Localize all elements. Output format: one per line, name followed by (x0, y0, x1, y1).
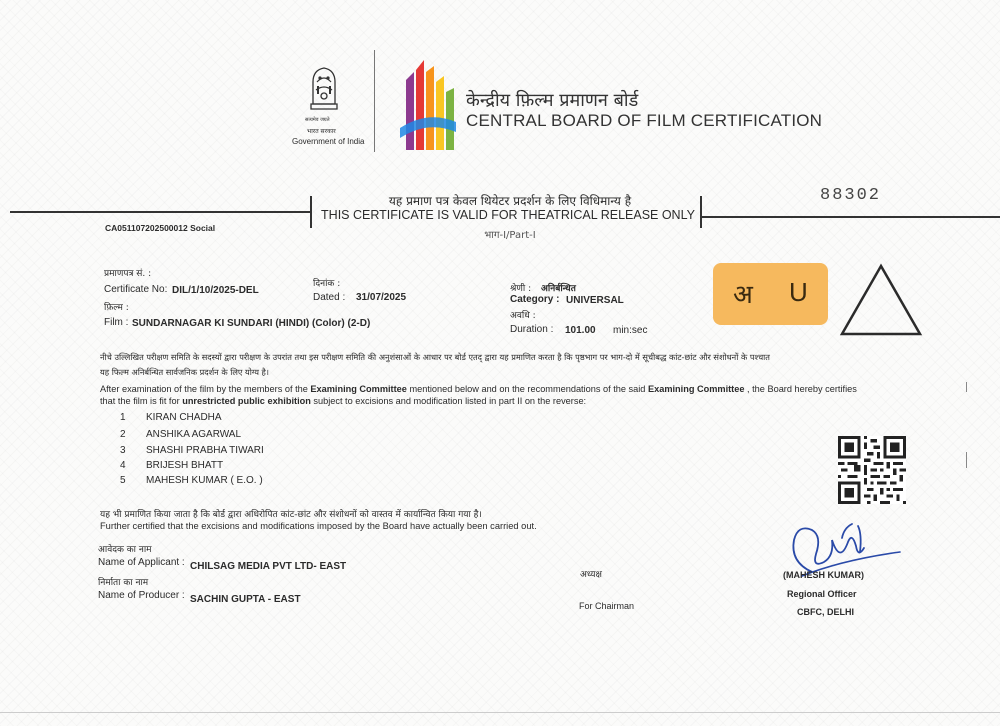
producer-hindi: निर्माता का नाम (98, 578, 149, 588)
cert-no-label: Certificate No: (104, 284, 168, 295)
gov-english: Government of India (292, 137, 365, 146)
cert-no-hindi: प्रमाणपत्र सं. : (104, 269, 152, 279)
bottom-edge (0, 712, 1000, 713)
committee-num-2: 2 (120, 429, 126, 440)
band-rule-left (10, 211, 310, 213)
body-english-line1: After examination of the film by the members of the Examining Committee mentioned below and on the recommendations of the said Examining Committee , the Board hereby certifies (100, 384, 857, 394)
signatory-name: (MAHESH KUMAR) (783, 570, 864, 580)
signatory-office: CBFC, DELHI (797, 607, 854, 617)
body-hindi-line2: यह फिल्म अनिर्बन्धित सार्वजनिक प्रदर्शन के लिए योग्य है। (100, 367, 269, 377)
gov-hindi: भारत सरकार (307, 128, 336, 135)
rating-english: U (789, 277, 808, 307)
committee-member-5: MAHESH KUMAR ( E.O. ) (146, 475, 263, 486)
duration-label: Duration : (510, 324, 554, 335)
board-name-english: CENTRAL BOARD OF FILM CERTIFICATION (466, 111, 823, 130)
board-name-hindi: केन्द्रीय फ़िल्म प्रमाणन बोर्ड (466, 90, 639, 111)
committee-member-2: ANSHIKA AGARWAL (146, 429, 242, 440)
validity-english: THIS CERTIFICATE IS VALID FOR THEATRICAL RELEASE ONLY (321, 208, 695, 222)
edge-mark (966, 382, 967, 392)
reference-number: CA051107202500012 Social (105, 223, 216, 233)
duration-value: 101.00 (565, 325, 596, 336)
rating-badge (713, 263, 828, 325)
committee-num-1: 1 (120, 412, 126, 423)
applicant-hindi: आवेदक का नाम (98, 545, 152, 555)
producer-label: Name of Producer : (98, 590, 185, 601)
signature-icon (782, 512, 907, 594)
emblem-motto: सत्यमेव जयते (305, 117, 330, 123)
serial-number: 88302 (820, 186, 882, 205)
category-label: Category : (510, 294, 560, 305)
producer-value: SACHIN GUPTA - EAST (190, 594, 301, 605)
further-hindi: यह भी प्रमाणित किया जाता है कि बोर्ड द्वारा अधिरोपित कांट-छांट और संशोधनों को वास्तव में कार्यान्वित किया गया है। (100, 510, 482, 520)
edge-mark (966, 452, 967, 468)
film-hindi: फ़िल्म : (104, 303, 129, 313)
rating-hindi: अ (733, 280, 753, 310)
band-bracket-right (700, 196, 702, 228)
header-divider (374, 50, 375, 152)
duration-unit: min:sec (613, 325, 648, 336)
committee-member-3: SHASHI PRABHA TIWARI (146, 445, 264, 456)
band-bracket-left (310, 196, 312, 228)
chairman-english: For Chairman (579, 601, 635, 611)
duration-hindi: अवधि : (510, 311, 536, 321)
validity-hindi: यह प्रमाण पत्र केवल थियेटर प्रदर्शन के लिए विधिमान्य है (388, 194, 632, 208)
committee-member-4: BRIJESH BHATT (146, 460, 224, 471)
date-hindi: दिनांक : (313, 279, 341, 289)
signatory-title: Regional Officer (787, 589, 857, 599)
cert-no-value: DIL/1/10/2025-DEL (172, 285, 259, 296)
chairman-hindi: अध्यक्ष (580, 570, 602, 580)
applicant-value: CHILSAG MEDIA PVT LTD- EAST (190, 561, 347, 572)
date-label: Dated : (313, 292, 346, 303)
rating-triangle-icon (838, 262, 924, 338)
category-value: UNIVERSAL (566, 295, 624, 306)
part-label: भाग-I/Part-I (484, 230, 536, 241)
band-rule-right (702, 216, 1000, 218)
further-english: Further certified that the excisions and modifications imposed by the Board have actually been carried out. (100, 521, 537, 531)
category-hindi-label: श्रेणी : (510, 284, 532, 294)
body-english-line2: that the film is fit for unrestricted public exhibition subject to excisions and modification listed in part II on the reverse: (100, 396, 587, 406)
cbfc-logo-icon (398, 58, 458, 150)
committee-num-5: 5 (120, 475, 126, 486)
committee-num-3: 3 (120, 445, 126, 456)
state-emblem-icon (303, 62, 345, 118)
film-label: Film : (104, 317, 129, 328)
committee-member-1: KIRAN CHADHA (146, 412, 222, 423)
date-value: 31/07/2025 (356, 292, 407, 303)
body-hindi-line1: नीचे उल्लिखित परीक्षण समिति के सदस्यों द्वारा परीक्षण के उपरांत तथा इस परीक्षण समिति की अनुशंसाओं के आधार पर बोर्ड एतद् द्वारा यह प्रमाणित करता है कि पृष्ठभाग पर भाग-दो में सूचीबद्ध कांट-छांट और संशोधनों के पश्चात (100, 352, 770, 362)
applicant-label: Name of Applicant : (98, 557, 185, 568)
film-value: SUNDARNAGAR KI SUNDARI (HINDI) (Color) (2-D) (132, 318, 371, 329)
qr-code-icon (838, 436, 906, 504)
category-hindi-value: अनिर्बन्धित (541, 284, 576, 294)
committee-num-4: 4 (120, 460, 126, 471)
